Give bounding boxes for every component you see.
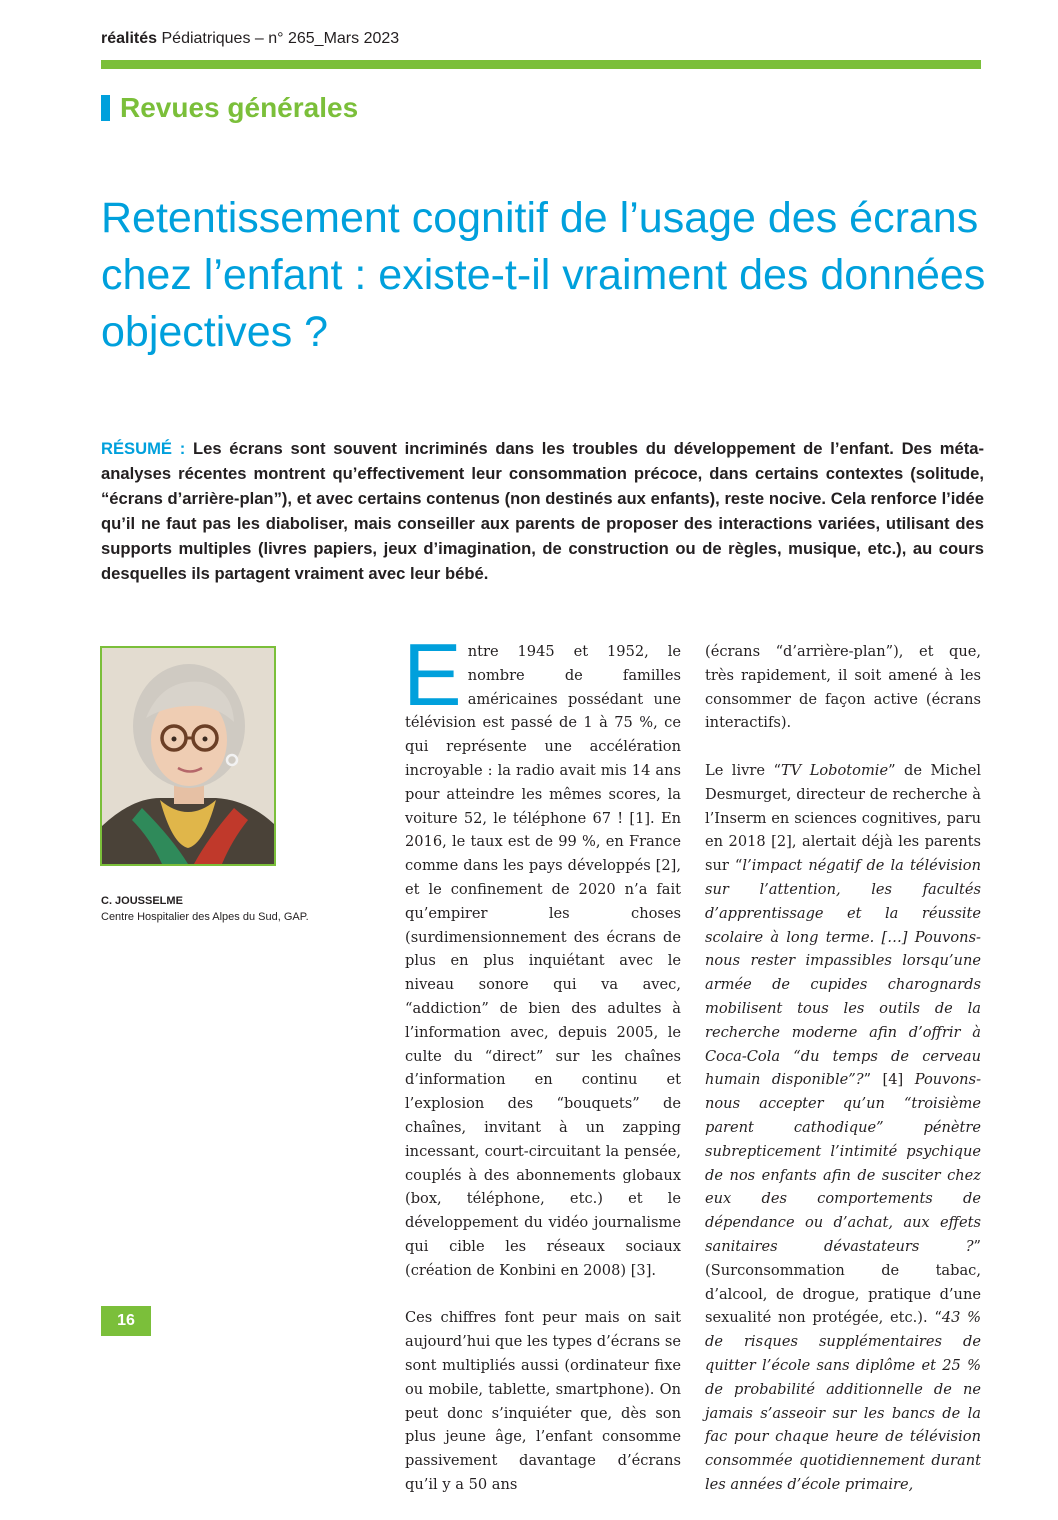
section-label: Revues générales: [120, 92, 359, 123]
section-heading: [101, 92, 358, 124]
journal-issue: Pédiatriques – n° 265_Mars 2023: [157, 30, 400, 47]
abstract-text: Les écrans sont souvent incriminés dans les troubles du développement de l’enfant. Des méta-analyses récentes montrent qu’effectivement leur consommation précoce, dans certains contextes (solitude, “écrans d’arrière-plan”), et avec certains contenus (non destinés aux enfants), reste nocive. Cela renforce l’idée qu’il ne faut pas les diaboliser, mais conseiller aux parents de proposer des interactions variées, utilisant des supports multiples (livres papiers, jeux d’imagination, de construction ou de règles, musique, etc.), au cours desquelles ils partagent vraiment avec leur bébé.: [101, 439, 984, 583]
article-title: Retentissement cognitif de l’usage des écrans chez l’enfant : existe-t-il vraiment des données objectives ?: [101, 194, 986, 356]
body-paragraph: [705, 640, 981, 735]
body-column-1: [403, 625, 681, 1520]
quote-text: Pouvons-nous accepter qu’un “troisième parent cathodique” pénètre subrepticement l’intimité psychique de nos enfants afin de susciter chez eux des comportements de dépendance ou d’achat, aux effets sanitaires dévastateurs ?: [705, 1071, 981, 1255]
paragraph-text: Le livre “: [705, 761, 781, 779]
author-name: C. JOUSSELME: [101, 895, 183, 907]
author-portrait-illustration: [102, 648, 274, 864]
header-rule: [101, 60, 981, 69]
paragraph-text: Ces chiffres font peur mais on sait aujourd’hui que les types d’écrans se sont multipliés aussi (ordinateur fixe ou mobile, tablette, smartphone). On peut donc s’inquiéter que, dès son plus jeune âge, l’enfant consomme passivement davantage d’écrans qu’il y a 50 ans: [405, 1309, 681, 1493]
abstract: [101, 436, 984, 586]
body-paragraph: [405, 1306, 681, 1496]
journal-brand: réalités: [101, 30, 158, 47]
author-photo: [100, 646, 276, 866]
page-number: 16: [101, 1306, 151, 1336]
paragraph-text: (écrans “d’arrière-plan”), et que, très rapidement, il soit amené à les consommer de façon active (écrans interactifs).: [705, 643, 981, 732]
quote-text: 43 % de risques supplémentaires de quitter l’école sans diplôme et 25 % de probabilité additionnelle de ne jamais s’asseoir sur les bancs de la fac pour chaque heure de télévision consommée quotidiennement durant les années d’école primaire,: [705, 1309, 981, 1493]
quote-text: l’impact négatif de la télévision sur l’attention, les facultés d’apprentissage et la réussite scolaire à long terme. […] Pouvons-nous rester impassibles lorsqu’une armée de cupides charognards mobilisent tous les outils de la recherche moderne afin d’offrir à Coca-Cola “du temps de cerveau humain disponible”?: [705, 857, 981, 1089]
body-column-2: [705, 640, 981, 1520]
paragraph-text: ” [4]: [863, 1071, 915, 1089]
abstract-label: RÉSUMÉ :: [101, 439, 186, 458]
body-paragraph: [403, 625, 681, 1283]
body-paragraph: [705, 759, 981, 1497]
paragraph-text: ” de Michel Desmurget, directeur de recherche à l’Inserm en sciences cognitives, paru en 2018 [2], alertait déjà les parents sur “: [705, 761, 981, 875]
author-affiliation: Centre Hospitalier des Alpes du Sud, GAP.: [101, 911, 309, 923]
drop-cap: E: [403, 625, 462, 724]
section-marker-bar: [101, 95, 110, 121]
book-title: TV Lobotomie: [780, 761, 889, 779]
running-header: [101, 30, 399, 48]
paragraph-text: ntre 1945 et 1952, le nombre de familles américaines possédant une télévision est passé de 1 à 75 %, ce qui représente une accélération incroyable : la radio avait mis 14 ans pour atteindre les mêmes scores, la voiture 52, le téléphone 67 ! [1]. En 2016, le taux est de 99 %, en France comme dans les pays développés [2], et le confinement de 2020 n’a fait qu’empirer les choses (surdimensionnement des écrans de plus en plus inquiétant avec le niveau sonore qui va avec, “addiction” de bien des adultes à l’information avec, depuis 2005, le culte du “direct” sur les chaînes d’information en continu et l’explosion des “bouquets” de chaînes, invitant à un zapping incessant, court-circuitant la pensée, couplés à des abonnements globaux (box, téléphone, etc.) et le développement du vidéo journalisme qui cible les réseaux sociaux (création de Konbini en 2008) [3].: [405, 643, 681, 1279]
paragraph-text: ” (Surconsommation de tabac, d’alcool, de drogue, pratique d’une sexualité non protégée, etc.). “: [705, 1237, 981, 1327]
author-block: [101, 893, 309, 925]
